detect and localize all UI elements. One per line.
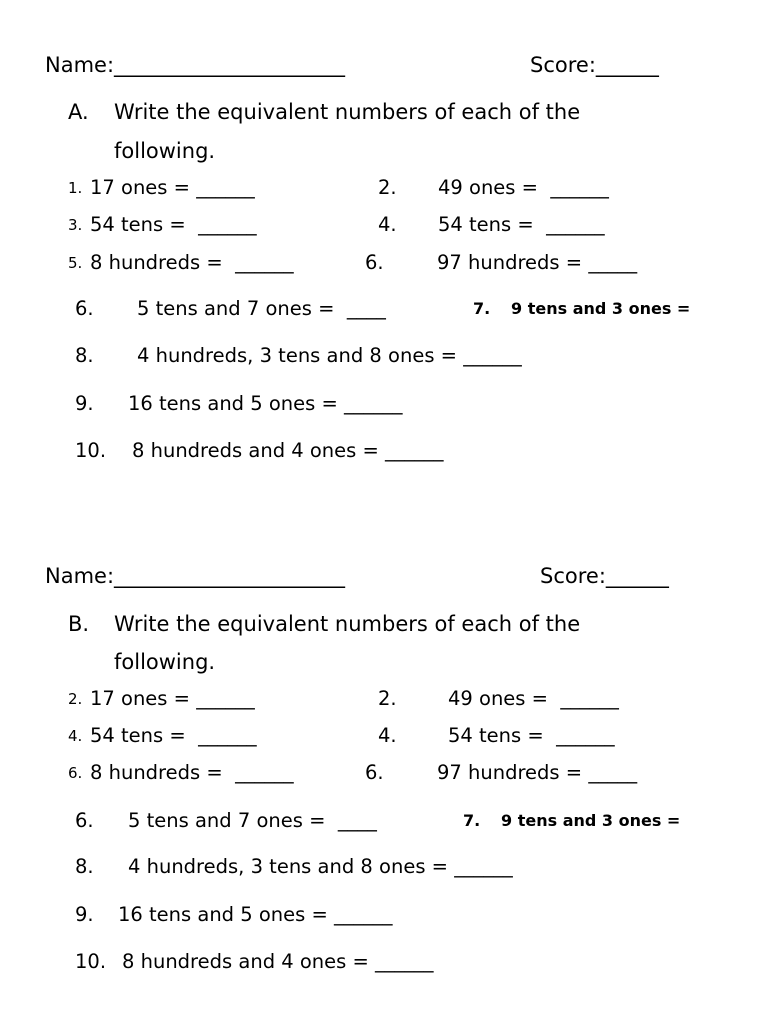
instruction-text: Write the equivalent numbers of each of the: [114, 100, 581, 124]
question-number: 7.: [473, 299, 491, 318]
question-number: 7.: [463, 811, 481, 830]
question-number: 6.: [365, 251, 384, 274]
question-number: 9.: [75, 392, 94, 415]
question-text: 5 tens and 7 ones = ____: [128, 809, 377, 832]
question-text: 16 tens and 5 ones = ______: [118, 903, 393, 926]
question-number: 6.: [75, 297, 94, 320]
score-field-label: Score:______: [530, 53, 659, 77]
question-number: 6.: [68, 764, 83, 782]
question-number: 6.: [365, 761, 384, 784]
question-text: 54 tens = ______: [448, 724, 615, 747]
name-field-label: Name:______________________: [45, 53, 346, 77]
question-text: 97 hundreds = _____: [437, 761, 638, 784]
instruction-letter: B.: [68, 612, 90, 636]
question-number: 4.: [68, 727, 83, 745]
question-text: 17 ones = ______: [90, 176, 255, 199]
question-number: 4.: [378, 213, 397, 236]
question-text: 9 tens and 3 ones =: [501, 811, 681, 830]
question-number: 5.: [68, 254, 83, 272]
name-field-label: Name:______________________: [45, 564, 346, 588]
question-text: 49 ones = ______: [438, 176, 609, 199]
question-text: 9 tens and 3 ones =: [511, 299, 691, 318]
instruction-letter: A.: [68, 100, 89, 124]
question-text: 4 hundreds, 3 tens and 8 ones = ______: [128, 855, 513, 878]
question-text: 8 hundreds and 4 ones = ______: [132, 439, 444, 462]
instruction-text-continued: following.: [114, 650, 216, 674]
question-text: 54 tens = ______: [438, 213, 605, 236]
question-text: 8 hundreds = ______: [90, 761, 294, 784]
question-number: 10.: [75, 950, 107, 973]
question-number: 10.: [75, 439, 107, 462]
instruction-text-continued: following.: [114, 139, 216, 163]
instruction-text: Write the equivalent numbers of each of the: [114, 612, 581, 636]
question-text: 8 hundreds and 4 ones = ______: [122, 950, 434, 973]
question-text: 5 tens and 7 ones = ____: [137, 297, 386, 320]
score-field-label: Score:______: [540, 564, 669, 588]
question-text: 54 tens = ______: [90, 213, 257, 236]
question-text: 49 ones = ______: [448, 687, 619, 710]
question-number: 1.: [68, 179, 83, 197]
question-text: 97 hundreds = _____: [437, 251, 638, 274]
question-text: 4 hundreds, 3 tens and 8 ones = ______: [137, 344, 522, 367]
question-number: 3.: [68, 216, 83, 234]
question-number: 8.: [75, 855, 94, 878]
question-number: 2.: [378, 687, 397, 710]
question-number: 2.: [68, 690, 83, 708]
question-number: 6.: [75, 809, 94, 832]
question-text: 16 tens and 5 ones = ______: [128, 392, 403, 415]
question-number: 2.: [378, 176, 397, 199]
question-number: 8.: [75, 344, 94, 367]
question-number: 9.: [75, 903, 94, 926]
question-text: 8 hundreds = ______: [90, 251, 294, 274]
question-number: 4.: [378, 724, 397, 747]
question-text: 17 ones = ______: [90, 687, 255, 710]
question-text: 54 tens = ______: [90, 724, 257, 747]
